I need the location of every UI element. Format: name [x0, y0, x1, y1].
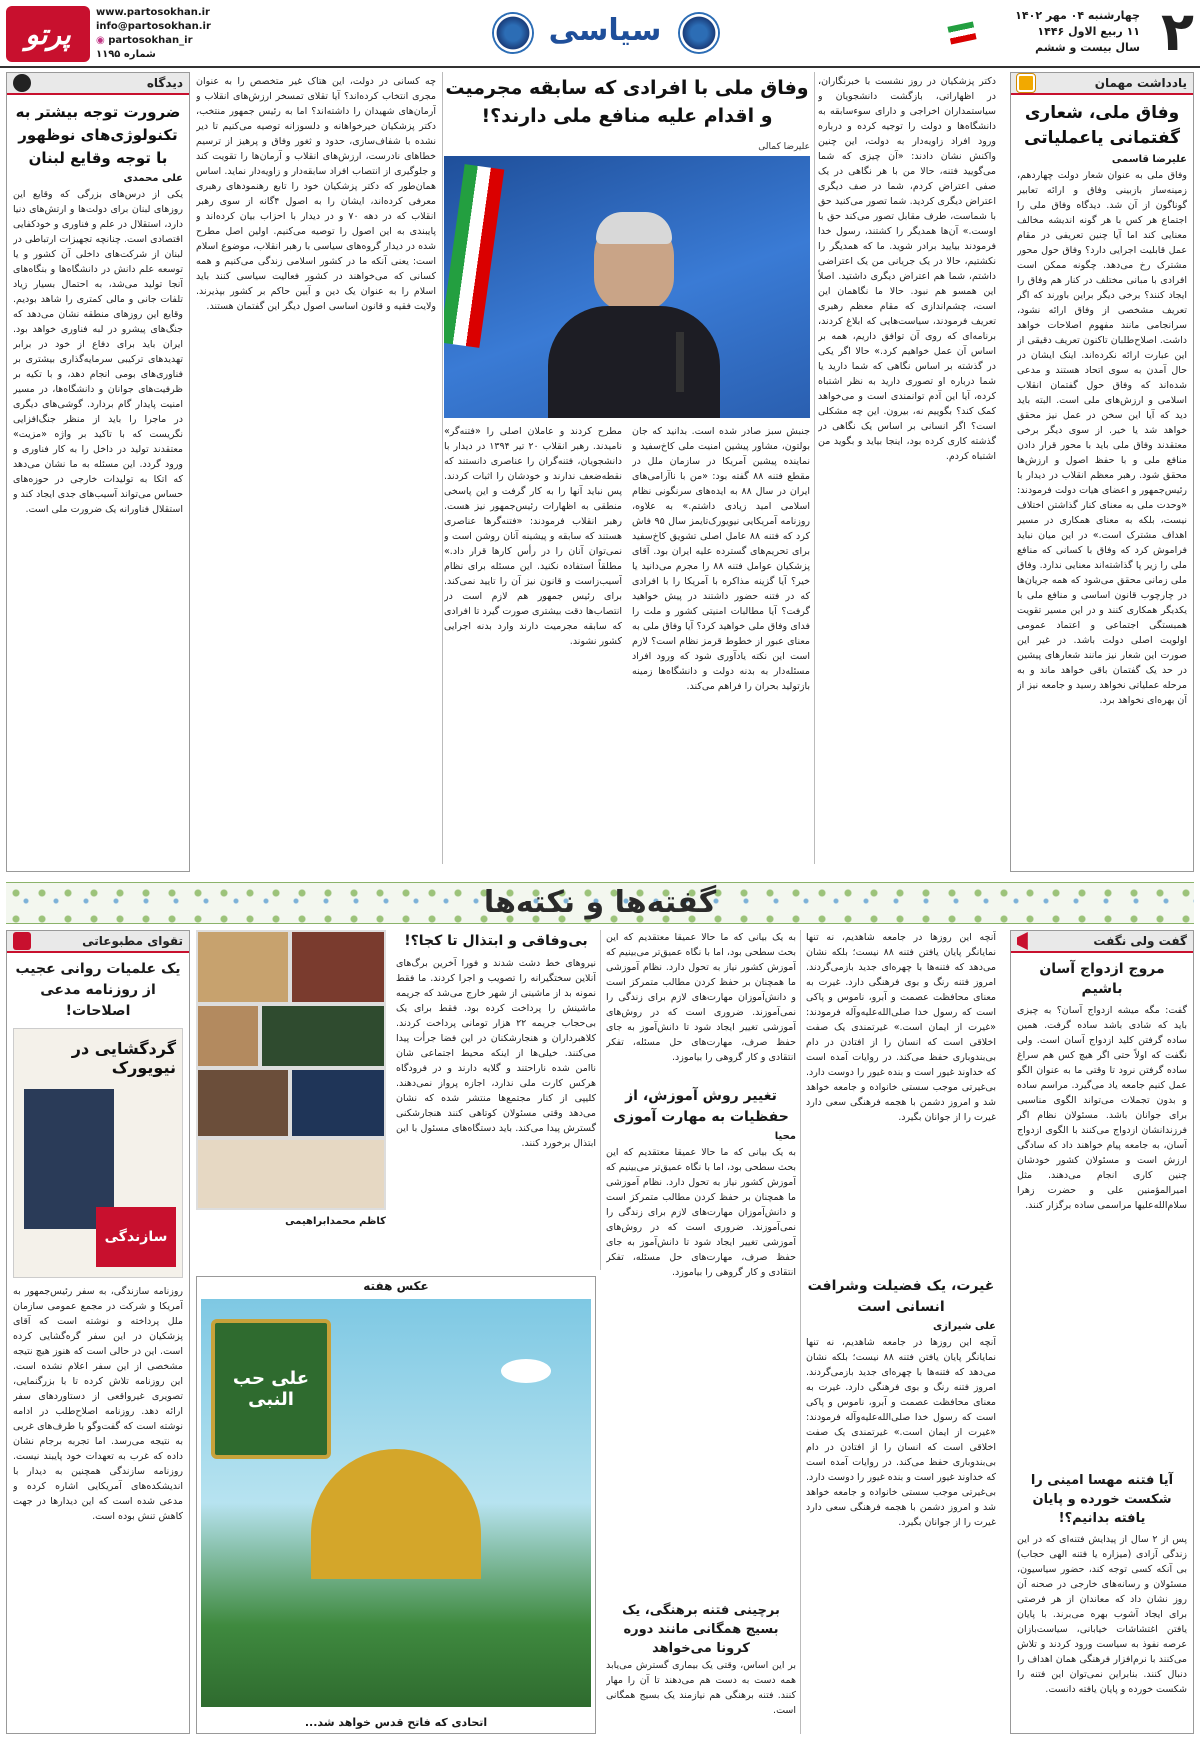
lead-body-left: مطرح کردند و عاملان اصلی را «فتنه‌گر» نامیدند. رهبر انقلاب ۲۰ تیر ۱۳۹۴ در دیدار با دانشجویان، فتنه‌گران را عناصری دانستند که نقطه‌ضعف ندارند و خودشان را اثبات کردند. پس نباید آنها را به کار گرفت و این پاسخی منطقی به اظهارات رئیس‌جمهور نیز هست. رهبر انقلاب فرمودند: «فتنه‌گرها عناصری هستند که سابقه و پیشینه آنان روشن است و نمی‌توان آنان را در رأس کارها قرار داد.» مطلقاً استفاده نکنید. این مسئله برای نظام آسیب‌زاست و قانون نیز آن را تایید نمی‌کند. برای رئیس جمهور هم لازم است در انتصاب‌ها دقت بیشتری صورت گیرد تا افرادی که سابقه مجرمیت دارند وارد بدنه اجرایی کشور نشوند.	[444, 426, 622, 647]
lead-body-far: چه کسانی در دولت، این هتاک غیر متخصص را به عنوان مجری انتخاب کرده‌اند؟ آیا تقلای تمسخر ارزش‌های انقلاب و آرمان‌های شهیدان را داشته‌اند؟ اما به رئیس جمهور منتخب، دکتر پزشکیان خیرخواهانه و دلسوزانه توصیه می‌کنیم تا دیر نشده با شفاف‌سازی، حدود و ثغور وفاق و پرهیز از ترسیم خطاهای نادرست، ارزش‌های انقلاب و آرمان‌ها را تقویت کند و جلوگیری از انتصاب افراد سابقه‌دار و زاویه‌دار نماید. اساس همان‌طور که دکتر پزشکیان خود را تابع رهنمودهای رهبری معرفی کرده‌اند، ایشان را به اصول ۴گانه از سوی رهبر انقلاب که در دهه ۷۰ و در دیدار با احزاب بیان کرده‌اند و پایبندی به این اصول را توصیه می‌کنیم. اولین اصل مطرح شده در دیدار گروه‌های سیاسی با رهبر انقلاب، موضوع اسلام است: یعنی آنکه ما در کشور اسلامی زندگی می‌کنیم و همه کسانی که می‌خواهند در کشور فعالیت سیاسی کنند باید اسلام را به عنوان یک دین و آیین حاکم بر کشور بپذیرند. ولایت فقیه و قانون اساسی اصول دیگر این گفتمان هستند.	[196, 76, 436, 312]
date-line-1: چهارشنبه ۰۴ مهر ۱۴۰۲	[1015, 9, 1140, 22]
sayings-col-3-title: بی‌وفاقی و ابتذال تا کجا؟!	[404, 933, 588, 949]
guest-note-header	[1011, 73, 1193, 95]
sayings-banner	[6, 882, 1194, 924]
collage-tile-3	[198, 1006, 258, 1066]
collage-tile-4	[262, 1006, 384, 1066]
photo-week	[196, 1276, 596, 1734]
notepad-icon	[1017, 74, 1035, 92]
megaphone-icon	[1017, 932, 1035, 950]
microphone-icon	[676, 332, 684, 392]
sayings-col-2-body: به یک بیانی که ما حالا عمیقا معتقدیم که این بحث سطحی بود، اما با نگاه عمیق‌تر می‌بینیم که آموزش کشور نیاز به تحول دارد. نظام آموزشی ما همچنان بر حفظ کردن مطالب متمرکز است و دانش‌آموزان مهارت‌های لازم برای زندگی را نمی‌آموزند. ضروری است که در روش‌های آموزشی تغییر ایجاد شود تا دانش‌آموز به جای حفظ صرف، مهارت‌های حل مسئله، تفکر انتقادی و کار گروهی را بیاموزد.	[606, 1147, 796, 1278]
viewpoint-body: یکی از درس‌های بزرگی که وقایع این روزهای لبنان برای دولت‌ها و ارتش‌های دنیا دارد، استقلال در علم و فناوری و خودکفایی اقتصادی است. چنانچه تجهیزات ارتباطی در لبنان از شرکت‌های داخلی آن کشور و یا توسعه علم دانش در دانشگاه‌ها و بنگاه‌های آنجا تولید می‌شد، به احتمال بسیار زیاد تلفات جانی و مالی کمتری را شاهد بودیم. وقایع این روزهای منطقه نشان می‌دهد که جنگ‌های پیشرو در لبه فناوری خواهد بود. ایران باید برای دفاع از خود در برابر تهدیدهای ترکیبی سرمایه‌گذاری بیشتری بر فناوری‌های بومی انجام دهد، و با تکیه بر ظرفیت‌های جوانان و دانشگاه‌ها، در مسیر امنیت پایدار گام بردارد. گوشی‌های دیگری در ماجرا را باید از منظر جنگ‌افزایی نگریست که با تاکید بر واژه «مزیت» معتقدند تولید در داخل را به کار فناوری و ورود گردد. این مسئله به ما نشان می‌دهد که اتکا به تولیدات خارجی در حوزه‌های حساس می‌تواند آسیب‌های جدی ایجاد کند و استقلال فناورانه یک ضرورت ملی است.	[13, 189, 183, 515]
dove-icon	[501, 1359, 551, 1383]
sayings-col-1-body: آنچه این روزها در جامعه شاهدیم، نه تنها نمایانگر پایان یافتن فتنه ۸۸ نیست؛ بلکه نشان می‌دهد که فتنه‌ها با چهره‌ای جدید بازمی‌گردند. امروز فتنه رنگ و بوی فرهنگی دارد. غیرت به معنای محافظت عصمت و آبرو، ناموس و پاکی است که رسول خدا صلی‌الله‌علیه‌وآله فرمودند: «غیرت از ایمان است.» غیرتمندی یک صفت اخلاقی است که انسان را از افتادن در دام بی‌بندوباری حفظ می‌کند. در روایات آمده است که خداوند غیور است و بنده غیور را دوست دارد. بی‌غیرتی موجب سستی خانواده و جامعه خواهد شد و امروز دشمن با هجمه فرهنگی سعی دارد غیرت را از جوانان بگیرد.	[806, 1337, 996, 1528]
page-number: ۲	[1161, 0, 1194, 63]
email-link[interactable]: info@partosokhan.ir	[96, 21, 211, 32]
sayings-col-1-author: علی شیرازی	[933, 1321, 996, 1332]
sayings-col-2-author: محیا	[774, 1131, 796, 1142]
badge-frame	[211, 1319, 331, 1459]
sayings-col-1-title: غیرت، یک فضیلت وشرافت انسانی است	[807, 1278, 995, 1315]
lead-body-mid: جنبش سبز صادر شده است. بدانید که جان بولتون، مشاور پیشین امنیت ملی کاخ‌سفید و نماینده پیشین آمریکا در سازمان ملل در مقطع فتنه ۸۸ گفته بود: «من با ناآرامی‌های ایران در سال ۸۸ به ایده‌های سرنگونی نظام اسلامی امید زیادی داشتم.» به علاوه، روزنامه آمریکایی نیویورک‌تایمز سال ۹۵ فاش کرد که فتنه ۸۸ عامل اصلی تشویق کاخ‌سفید برای تحریم‌های گسترده علیه ایران بود. آقای پزشکیان عوامل فتنه ۸۸ را مجرم می‌دانید یا خیر؟ آیا گزینه مذاکره با آمریکا را با افرادی که در فتنه حضور داشتند در پیش خواهید گرفت؟ آیا مطالبات امنیتی کشور و ملت را فدای وفاق ملی خواهید کرد؟ آیا وفاق ملی به معنای عبور از خطوط قرمز نظام است؟ لازم است این نکته یادآوری شود که ورود افراد مسئله‌دار به بدنه دولت و دانشگاه‌ها زمینه بازتولید بحران را فراهم می‌کند.	[632, 426, 810, 692]
collage-tile-7	[198, 1140, 384, 1208]
lead-title-box	[444, 74, 810, 140]
website-link[interactable]: www.partosokhan.ir	[96, 7, 210, 18]
issue-number: شماره ۱۱۹۵	[96, 49, 156, 60]
paper-headline: گردگشایی در نیویورک	[71, 1039, 176, 1077]
press-piety-body: روزنامه سازندگی، به سفر رئیس‌جمهور به آمریکا و شرکت در مجمع عمومی سازمان ملل پرداخته و نوشته است که آقای پزشکیان در این سفر گره‌گشایی کرده است. این در حالی است که هنوز هیچ نتیجه مشخصی از این سفر اعلام نشده است. این روزنامه تلاش کرده تا با بزرگنمایی، تصویری غیرواقعی از دستاوردهای سفر ارائه دهد. روزنامه اصلاح‌طلب در ادامه نوشته است که گفت‌وگو با طرف‌های غربی به نتیجه می‌رسد. اما تجربه برجام نشان داده که غرب به تعهدات خود پایبند نیست. روزنامه سازندگی همچنین به دیدار با اندیشکده‌های آمریکایی اشاره کرده و مدعی شده است که این دیدارها در جهت کاهش تنش بوده است.	[13, 1286, 183, 1522]
said-not-said-label: گفت ولی نگفت	[1093, 934, 1187, 948]
chat-icon	[13, 74, 31, 92]
sayings-col-2	[606, 930, 796, 1734]
divider	[814, 72, 815, 864]
sayings-col-2-intro: به یک بیانی که ما حالا عمیقا معتقدیم که این بحث سطحی بود، اما با نگاه عمیق‌تر می‌بینیم که آموزش کشور نیاز به تحول دارد. نظام آموزشی ما همچنان بر حفظ کردن مطالب متمرکز است و دانش‌آموزان مهارت‌های لازم برای زندگی را نمی‌آموزند. ضروری است که در روش‌های آموزشی تغییر ایجاد شود تا دانش‌آموز به جای حفظ صرف، مهارت‌های حل مسئله، تفکر انتقادی و کار گروهی را بیاموزد.	[606, 932, 796, 1063]
sayings-col-3	[196, 930, 596, 1270]
said-body-1: گفت: مگه میشه ازدواج آسان؟ به چیزی باید که شادی باشد ساده گرفت. همین ساده گرفتن کلید ازدواج آسان است. ولی نگفت که اولاً حتی اگر هیچ کس هم سراغ ساده گرفتن نرود تا وقتی ما به عنوان الگو عمل کنیم جامعه یاد می‌گیرد. مراسم ساده و بدون تجملات می‌تواند الگوی مناسبی برای جوانان باشد. مسئولان نظام اگر فرزندانشان ازدواج می‌کنند با الگوی ازدواج آسان، به جامعه پیام خواهند داد که سادگی ارزش است و مسئولان کشور خودشان چنین کاری انجام می‌دهند. مثل امیرالمؤمنین علی و حضرت زهرا سلام‌الله‌علیها مراسمی ساده برگزار کنند.	[1017, 1005, 1187, 1211]
portrait-body	[548, 306, 720, 418]
collage-tile-6	[292, 1070, 384, 1136]
said-title-2: آیا فتنه مهسا امینی را شکست خورده و پایان یافته بدانیم؟!	[1030, 1473, 1174, 1526]
date-line-2: ۱۱ ربیع الاول ۱۴۴۶	[1037, 25, 1140, 38]
divider	[442, 72, 443, 864]
collage-tile-1	[198, 932, 288, 1002]
said-not-said-header	[1011, 931, 1193, 953]
date-line-3: سال بیست و ششم	[1035, 41, 1140, 54]
lead-body-right: دکتر پزشکیان در روز نشست با خبرنگاران، در اظهاراتی، بازگشت دانشجویان و سیاستمداران اخراجی و دارای سوءسابقه به دانشگاه‌ها و دولت را توجیه کرده و درباره ورود افراد زاویه‌دار به دولت، این چنین واکنش نشان دادند: «آن چیزی که شما می‌گویید فتنه، حالا من با هر نگاهی در یک صفی اعتراض کردم، شما در صف دیگری اعتراض دیگری کردید. شما تصور می‌کنید حق با شماست، طرف مقابل تصور می‌کند حق با اوست.» آن‌ها همدیگر را کشتند، رسول خدا فرمودند بیایید برادر شوید. ما که همدیگر را نکشتیم، حالا در یک جریانی من یک اعتراضی داشتم، شما هم اعتراض دیگری داشتید. اصلاً این همسو هم نبود. حالا ما نگاهمان این است، چشم‌اندازی که مقام معظم رهبری تعریف فرمودند، سیاست‌هایی که ابلاغ کردند، برنامه‌ای که روی آن توافق داریم، همه بر اساس آن عمل خواهیم کرد.» حالا اگر یکی در گذشته بر اساس نگاهی که شما دارید یا شما درباره او تصوری دارید به نظر اشتباه کرده، آیا این آدم توانمندی است و می‌خواهد کمک کند؟ بگوییم نه، بیرون. این چه مشکلی است؟ اگر انسانی بر اساس یک نگاهی در گذشته کاری کرده بود، اینجا بیاید و بگوید من اشتباه کردم.	[818, 76, 996, 462]
press-piety-label: تقوای مطبوعاتی	[82, 934, 183, 948]
guest-note-title: وفاق ملی، شعاری گفتمانی یاعملیاتی	[1024, 103, 1180, 148]
photo-week-caption: اتحادی که فاتح قدس خواهد شد...	[304, 1716, 488, 1729]
viewpoint-header	[7, 73, 189, 95]
guest-note-column	[1010, 72, 1194, 872]
flag-backdrop	[444, 164, 504, 348]
viewpoint-label: دیدگاه	[146, 76, 183, 90]
divider	[800, 930, 801, 1734]
ornament-right-icon	[680, 14, 718, 52]
sayings-title: گفته‌ها و نکته‌ها	[483, 885, 717, 920]
said-not-said-column	[1010, 930, 1194, 1734]
flag-icon	[947, 21, 976, 44]
viewpoint-title: ضرورت توجه بیشتر به تکنولوژی‌های نوظهور با توجه وقایع لبنان	[15, 103, 181, 167]
collage-tile-2	[292, 932, 384, 1002]
lead-author: علیرضا کمالی	[758, 142, 810, 152]
logo-text: پرتو	[25, 17, 71, 51]
sayings-col-3-body: نیروهای خط دشت شدند و فورا آخرین برگ‌های آنلاین سختگیرانه را تصویب و اجرا کردند. ما فقط نمونه بد از ماشینی از شهر خارج می‌شد که جریمه ماشینش را پرداخت کرده بود. فقط برای یک بی‌حجاب جریمه ۲۲ هزار تومانی پرداخت کردند. کلاهبرداران و هنجارشکنان در این فضا جرأت پیدا می‌کنند. خیلی‌ها از اینکه محیط اجتماعی شان ناامن شده ناراحتند و گلایه دارند و در فرودگاه هرکس کارت ملی ندارد، اجازه پرواز نمی‌دهند. کلیپی از کنار مجتمع‌ها منتشر شده که نشان می‌دهد وقتی مسئولان کوتاهی کنند هنجارشکنی گسترش پیدا می‌کند. باید دستگاه‌های مسئول با این ابتذال برخورد کنند.	[396, 958, 596, 1149]
sayings-col-1-intro: آنچه این روزها در جامعه شاهدیم، نه تنها نمایانگر پایان یافتن فتنه ۸۸ نیست؛ بلکه نشان می‌دهد که فتنه‌ها با چهره‌ای جدید بازمی‌گردند. امروز فتنه رنگ و بوی فرهنگی دارد. غیرت به معنای محافظت عصمت و آبرو، ناموس و پاکی است که رسول خدا صلی‌الله‌علیه‌وآله فرمودند: «غیرت از ایمان است.» غیرتمندی یک صفت اخلاقی است که انسان را از افتادن در دام بی‌بندوباری حفظ می‌کند. در روایات آمده است که خداوند غیور است و بنده غیور را دوست دارد. بی‌غیرتی موجب سستی خانواده و جامعه خواهد شد و امروز دشمن با هجمه فرهنگی سعی دارد غیرت را از جوانان بگیرد.	[806, 932, 996, 1123]
collage-tile-5	[198, 1070, 288, 1136]
social-handle[interactable]: ◉ partosokhan_ir	[96, 35, 193, 46]
viewpoint-column	[6, 72, 190, 872]
sayings-col-2b-body: بر این اساس، وقتی یک بیماری گسترش می‌یابد همه دست به دست هم می‌دهند تا آن را مهار کنند. فتنه برهنگی هم نیازمند یک بسیج همگانی است.	[606, 1660, 796, 1716]
photo-week-badge: علی حب النبی	[232, 1368, 310, 1410]
lead-title: وفاق ملی با افرادی که سابقه مجرمیت و اقدام علیه منافع ملی دارند؟!	[445, 77, 809, 127]
said-title-1: مروج ازدواج آسان باشیم	[1039, 961, 1165, 997]
lead-photo	[444, 156, 810, 418]
newspaper-icon	[13, 932, 31, 950]
ornament-left-icon	[494, 14, 532, 52]
guest-note-author: علیرضا قاسمی	[1111, 154, 1187, 165]
press-piety-column	[6, 930, 190, 1734]
newspaper-thumbnail	[13, 1028, 183, 1278]
sayings-col-2b-title: برچینی فتنه برهنگی، یک بسیج همگانی مانند دوره کرونا می‌خواهد	[622, 1603, 780, 1656]
collage-photo	[196, 930, 386, 1210]
section-title: سیاسی	[548, 13, 662, 48]
press-piety-title: یک علمیات روانی عجیب از روزنامه مدعی اصلاحات!	[15, 961, 181, 1019]
photo-week-label: عکس هفته	[363, 1279, 429, 1293]
divider	[600, 930, 601, 1270]
viewpoint-author: علی محمدی	[123, 173, 183, 184]
sayings-col-2-title: تغییر روش آموزش، از حفظیات به مهارت آموزی	[613, 1088, 789, 1125]
lead-article	[196, 72, 996, 872]
guest-note-body: وفاق ملی به عنوان شعار دولت چهاردهم، زمینه‌ساز بازبینی وفاق و ارائه تعابیر گوناگون از آن شد. دیدگاه وفاق ملی را اجتماع هر کس با هر گونه اندیشه مخالف معنایی کند اما آیا چنین تعریفی در مقام عمل قابلیت اجرایی دارد؟ وفاق حول محور مشترک رخ می‌دهد. چگونه ممکن است افرادی با مبانی مختلف در کنار هم وفاق را ایجاد کنند؟ برخی دیگر براین باورند که اگر تعریف مشخصی از وفاق ارائه نشود، سرانجامی مانند مفهوم اصلاحات خواهد داشت. اصلاح‌طلبان تاکنون تعریف دقیقی از این عبارت ارائه نکرده‌اند. اینک ایشان در حال آمدن به سوی اتحاد هستند و مدعی شده‌اند که وفاق حول گفتمان انقلاب اسلامی و ارزش‌های ملی است. البته باید دید که آیا این سخن در عمل نیز محقق خواهد شد یا خیر. از سوی دیگر برخی معتقدند وفاق ملی باید با محور قرار دادن منافع ملی و با حفظ اصول و ارزش‌ها محقق شود. رهبر معظم انقلاب در دیدار با رئیس‌جمهور و اعضای هیات دولت فرمودند: «وحدت ملی به معنای کنار گذاشتن اختلاف نیست، بلکه به معنای همکاری در مسیر اهداف مشترک است.» در این میان نباید فراموش کرد که وفاق با کسانی که منافع ملی را زیر پا گذاشته‌اند معنایی ندارد. وفاق ملی زمانی محقق می‌شود که همه جریان‌ها در چارچوب قانون اساسی و منافع ملی با یکدیگر همکاری کنند و در این مسیر تقویت همبستگی اجتماعی و اعتماد عمومی اولویت اصلی دولت باشد. در غیر این صورت این شعار نیز مانند شعارهای پیشین در حد یک گفتمان باقی خواهد ماند و به مرحله عملیاتی نخواهد رسید و جامعه نیز از آن بهره‌ای نخواهد برد.	[1017, 170, 1187, 706]
dome-shape	[311, 1449, 481, 1579]
photo-week-image	[201, 1299, 591, 1707]
paper-name: سازندگی	[96, 1207, 176, 1267]
portrait-hair	[596, 212, 672, 244]
sayings-col-1	[806, 930, 996, 1734]
contact-block	[96, 6, 211, 62]
guest-note-label: یادداشت مهمان	[1094, 76, 1187, 90]
said-body-2: پس از ۲ سال از پیدایش فتنه‌ای که در این زندگی آزادی (میزاره یا فتنه الهی حجاب) بی آنکه کسی توجه کند، حضور سیاسیون، مسئولان و رسانه‌های خارجی در صحنه آن روز نشان داد که معاندان از هر فرصتی برای ایجاد آشوب بهره می‌برند. با پایان یافتن اغتشاشات خیابانی، سیاست‌بازان عرصه نفوذ به سیاست ورود کردند و تلاش می‌کنند با نرم‌افزار فرهنگی همان اهداف را دنبال کنند. بنابراین نمی‌توان این فتنه را شکست خورده و پایان یافته دانست.	[1017, 1534, 1187, 1695]
logo	[6, 6, 90, 62]
press-piety-header	[7, 931, 189, 953]
sayings-body	[196, 930, 996, 1734]
masthead	[0, 0, 1200, 68]
instagram-icon: ◉	[96, 35, 109, 46]
date-block	[1015, 8, 1140, 56]
sayings-col-3-author: کاظم محمدابراهیمی	[285, 1216, 386, 1227]
